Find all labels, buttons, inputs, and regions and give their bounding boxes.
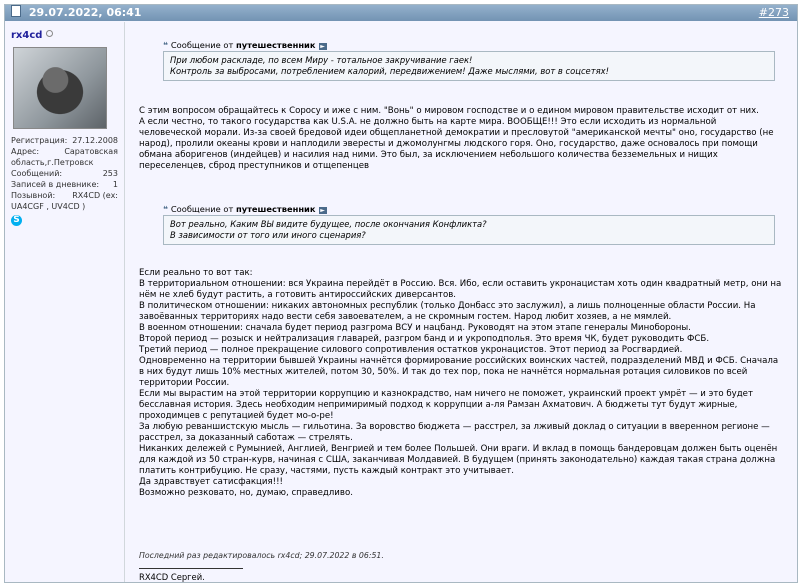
signature-divider <box>139 568 243 569</box>
quote-block <box>163 40 775 81</box>
user-info-row: Записей в дневнике: 1 <box>11 180 118 189</box>
quote-icon: ❝ <box>163 204 168 214</box>
post-header <box>5 5 797 21</box>
avatar[interactable] <box>13 47 107 129</box>
user-info-row: Адрес: Саратовская <box>11 147 118 156</box>
signature: RX4CD Сергей. <box>139 572 205 582</box>
forum-post <box>4 4 798 583</box>
user-info-row: UA4CGF , UV4CD ) <box>11 202 86 211</box>
view-post-arrow-icon[interactable]: ► <box>320 43 325 50</box>
username-link[interactable]: rx4cd <box>11 30 43 41</box>
quote-author: путешественник <box>235 40 316 50</box>
quote-icon: ❝ <box>163 40 168 50</box>
quote-title: ❝ Сообщение от путешественник ► <box>163 204 325 214</box>
edited-note: Последний раз редактировалось rx4cd; 29.07.2022 в 06:51. <box>139 551 384 560</box>
post-content <box>133 22 789 582</box>
user-info-row: Регистрация: 27.12.2008 <box>11 136 118 145</box>
user-info-row: область,г.Петровск <box>11 158 94 167</box>
offline-status-icon <box>46 30 53 37</box>
user-info-row: Сообщений: 253 <box>11 169 118 178</box>
user-info-row: Позывной: RX4CD (ex: <box>11 191 118 200</box>
post-paragraph: С этим вопросом обращайтесь к Соросу и иже с ним. "Вонь" о мировом господстве и о едином мировом правительстве исходит от них. А если честно, то такого государства как U.S.A. не должно быть на карте мира. ВООБЩЕ!!! Это если исходить из нормальной человеческой морали. Из-за своей бредовой идеи общепланетной демократии и пресловутой "американской мечты" оно, государство (не народ), пролили океаны крови и наплодили эвересты и джомолунгмы людского горя. Оно, государство, даже основалось при помощи обмана аборигенов (индейцев) и насилия над ними. Это был, за исключением небольшого количества безземельных и нищих переселенцев, сброд преступников и отщепенцев <box>139 106 774 171</box>
post-paragraph: Если реально то вот так: В территориальном отношении: вся Украина перейдёт в Россию. Вся. Ибо, если оставить укронацистам хоть один квадратный метр, они на нём не хлеб будут растить, а готовить антироссийских диверсантов. В политическом отношении: никаких автономных республик (только Донбасс это заслужил), а лишь полноценные области России. На завоёванных территориях надо вести себя завоевателем, а не скромным гостем. Народ любит хозяев, а не мямлей. В военном отношении: сначала будет период разгрома ВСУ и нацбанд. Руководят на этом этапе генералы Минобороны. Второй период — розыск и нейтрализация главарей, разгром банд и и укроподполья. Это время ЧК, будет руководить ФСБ. Третий период — полное прекращение силового сопротивления остатков укронацистов. Этот период за Росгвардией. Одновременно на территории бывшей Украины начнётся формирование российских воинских частей, подразделений МВД и ФСБ. Сначала в них будут лишь 10% местных жителей, потом 30, 50%. И так до тех пор, пока не начнётся нормальная ротация силовиков по всей территории России. Если мы вырастим на этой территории коррупцию и казнокрадство, нам ничего не поможет, украинский проект умрёт — и это будет бесславная история. Здесь необходим непримиримый подход к коррупции а-ля Рамзан Ахматович. А бюджеты тут будут жирные, проходимцев с репутацией будет мо-о-ре! За любую реваншистскую мысль — гильотина. За воровство бюджета — расстрел, за лживый доклад о ситуации в вверенном регионе — расстрел, за доказанный саботаж — стрелять. Никанких дележей с Румынией, Англией, Венгрией и тем более Польшей. Они враги. И вклад в помощь бандеровцам должен быть оценён для каждой из 50 стран-курв, начиная с США, заканчивая Молдавией. В будущем (принять законодательно) каждая такая страна должна платить контрибуцию. Не сразу, частями, пусть каждый контракт это учитывает. Да здравствует сатисфакция!!! Возможно резковато, но, думаю, справедливо. <box>139 268 782 498</box>
post-icon <box>11 5 21 17</box>
skype-icon[interactable]: S <box>11 215 22 226</box>
post-date: 29.07.2022, 06:41 <box>28 6 142 19</box>
quote-author: путешественник <box>235 204 316 214</box>
quote-text: Вот реально, Каким ВЫ видите будущее, после окончания Конфликта? В зависимости от того или иного сценария? <box>163 215 775 245</box>
quote-title: ❝ Сообщение от путешественник ► <box>163 40 325 50</box>
quote-block <box>163 204 775 245</box>
user-sidebar <box>5 22 125 582</box>
post-number-link[interactable]: #273 <box>758 6 789 19</box>
quote-text: При любом раскладе, по всем Миру - тотальное закручивание гаек! Контроль за выбросами, потреблением калорий, передвижением! Даже мыслями, вот в соцсетях! <box>163 51 775 81</box>
view-post-arrow-icon[interactable]: ► <box>320 207 325 214</box>
user-info <box>11 135 118 212</box>
